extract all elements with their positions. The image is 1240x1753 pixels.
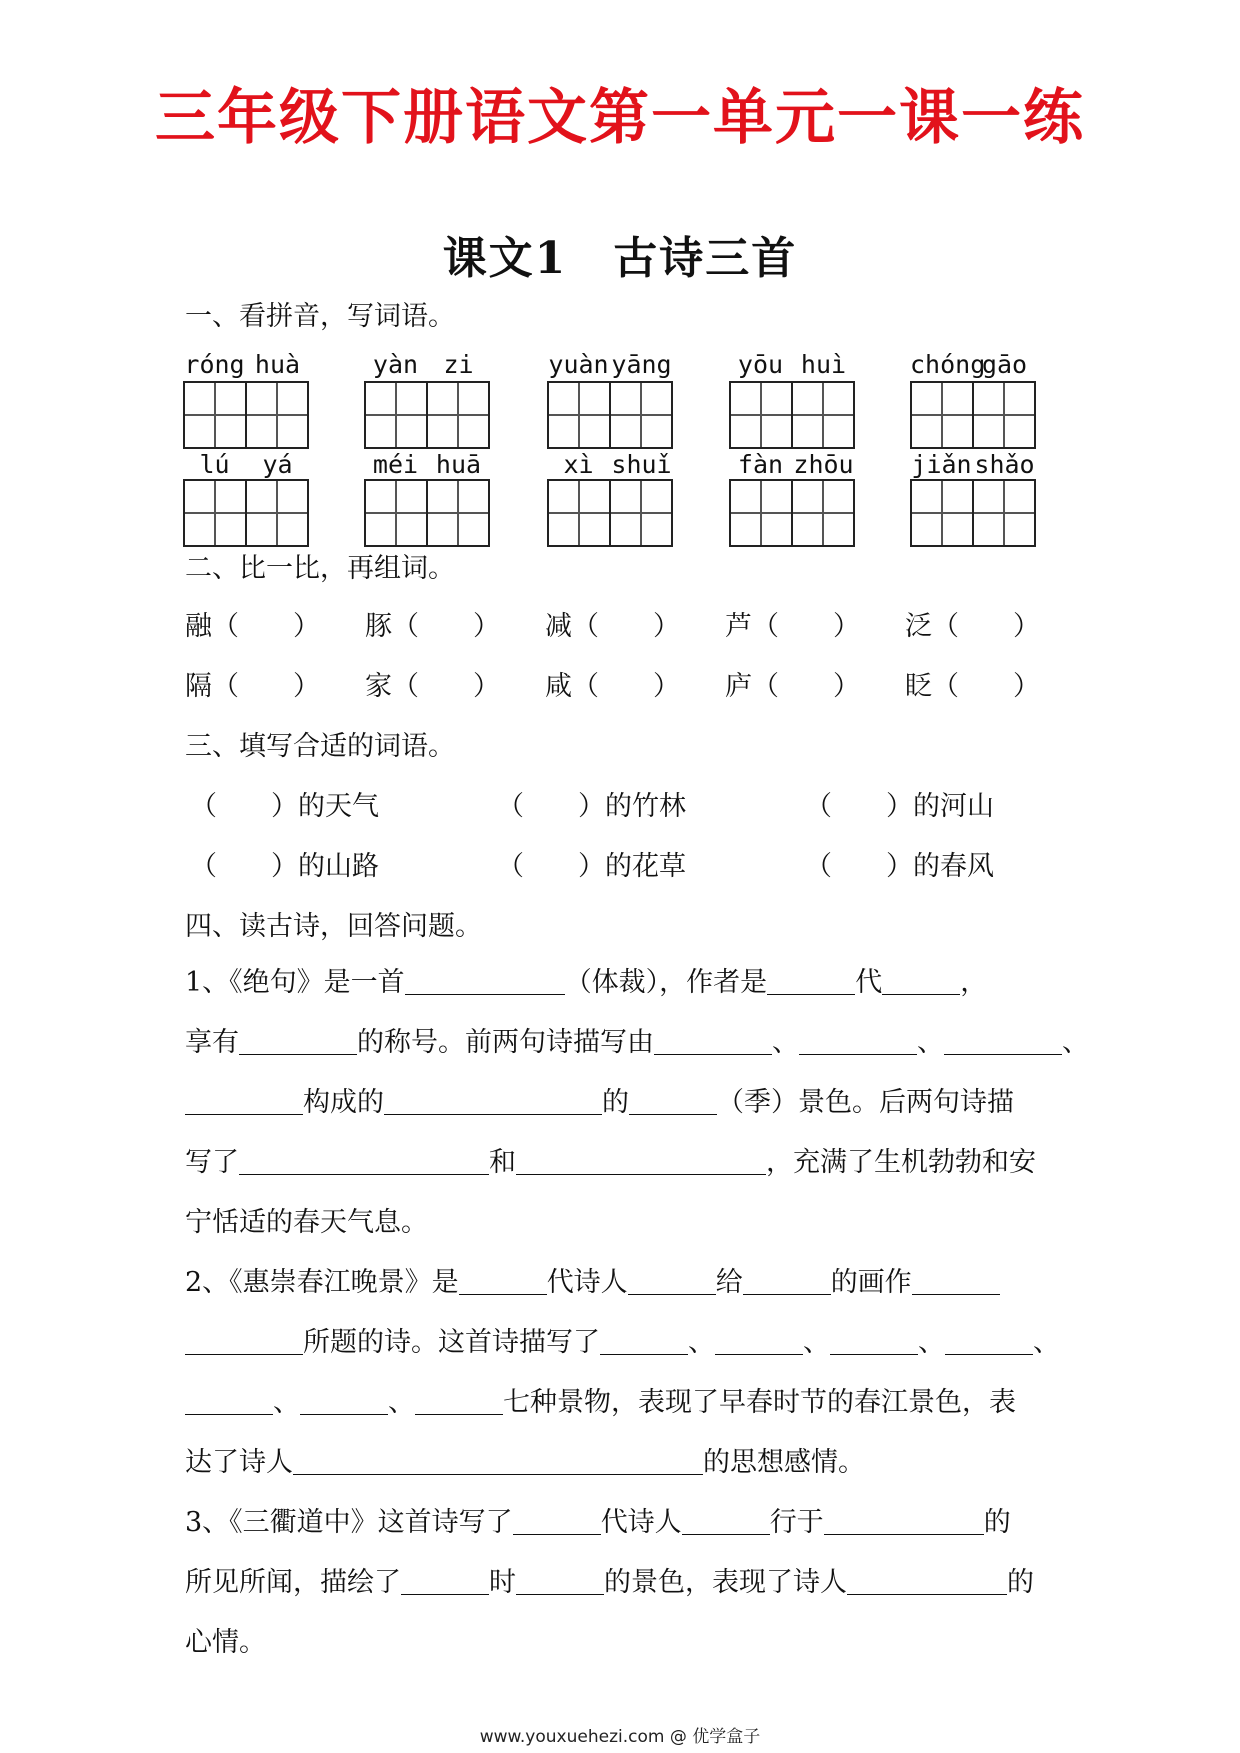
- q3-text: 行于: [769, 1507, 824, 1538]
- answer-blank[interactable]: [767, 968, 855, 995]
- grid-cell[interactable]: [549, 383, 609, 447]
- q1-line1: [185, 966, 1065, 1000]
- writing-grid[interactable]: [183, 479, 309, 547]
- answer-blank[interactable]: [239, 1148, 489, 1175]
- answer-blank[interactable]: [185, 1388, 273, 1415]
- answer-blank[interactable]: [629, 1088, 717, 1115]
- q3-text: 的: [983, 1507, 1011, 1538]
- grid-cell[interactable]: [972, 481, 1034, 545]
- q2-text: 所题的诗。这首诗描写了: [303, 1327, 600, 1358]
- answer-blank[interactable]: [384, 1088, 602, 1115]
- q2-text: 、: [803, 1327, 830, 1358]
- section4-heading: 四、读古诗，回答问题。: [185, 911, 482, 942]
- q2-text: 、: [918, 1327, 945, 1358]
- writing-grid[interactable]: [547, 479, 673, 547]
- q2-text: 的思想感情。: [703, 1447, 865, 1478]
- fill-word-item[interactable]: （ ）的天气: [190, 791, 379, 822]
- q1-text: （体裁），作者是: [564, 967, 768, 998]
- answer-blank[interactable]: [185, 1088, 303, 1115]
- compare-item[interactable]: 咸（ ）: [545, 671, 680, 702]
- compare-item[interactable]: 豚（ ）: [365, 611, 500, 642]
- compare-item[interactable]: 芦（ ）: [725, 611, 860, 642]
- compare-item[interactable]: 隔（ ）: [185, 671, 320, 702]
- grid-cell[interactable]: [366, 481, 426, 545]
- compare-item[interactable]: 泛（ ）: [905, 611, 1040, 642]
- pinyin-syllable: zhōu: [793, 450, 854, 479]
- q1-text: ，充满了生机勃勃和安: [766, 1147, 1036, 1178]
- q1-text: （季）景色。后两句诗描: [717, 1087, 1014, 1118]
- compare-item[interactable]: 融（ ）: [185, 611, 320, 642]
- grid-cell[interactable]: [245, 481, 307, 545]
- q2-text: 2、《惠崇春江晚景》是: [185, 1267, 459, 1298]
- writing-grid[interactable]: [729, 479, 855, 547]
- grid-cell[interactable]: [549, 481, 609, 545]
- grid-cell[interactable]: [972, 383, 1034, 447]
- q2-line1: [185, 1266, 1065, 1300]
- grid-cell[interactable]: [185, 383, 245, 447]
- q2-text: 代诗人: [546, 1267, 628, 1298]
- answer-blank[interactable]: [401, 1568, 489, 1595]
- q1-line4: [185, 1146, 1065, 1180]
- answer-blank[interactable]: [824, 1508, 984, 1535]
- q1-line2: [185, 1026, 1089, 1060]
- q2-text: 、: [1033, 1327, 1060, 1358]
- compare-item[interactable]: 眨（ ）: [905, 671, 1040, 702]
- q2-text: 的画作: [830, 1267, 912, 1298]
- pinyin-syllable: shuǐ: [611, 450, 672, 479]
- q1-line3: [185, 1086, 1065, 1120]
- answer-blank[interactable]: [405, 968, 565, 995]
- fill-word-item[interactable]: （ ）的花草: [497, 851, 686, 882]
- answer-blank[interactable]: [300, 1388, 388, 1415]
- pinyin-syllable: yōu: [737, 350, 784, 379]
- answer-blank[interactable]: [715, 1328, 803, 1355]
- q3-text: 心情。: [185, 1627, 266, 1658]
- q1-text: 和: [489, 1147, 516, 1178]
- answer-blank[interactable]: [628, 1268, 716, 1295]
- q2-text: 、: [388, 1387, 415, 1418]
- pinyin-syllable: méi: [372, 450, 419, 479]
- answer-blank[interactable]: [654, 1028, 772, 1055]
- q1-line5: [185, 1206, 1065, 1240]
- answer-blank[interactable]: [415, 1388, 503, 1415]
- writing-grid[interactable]: [910, 479, 1036, 547]
- answer-blank[interactable]: [516, 1568, 604, 1595]
- q1-text: 构成的: [303, 1087, 384, 1118]
- pinyin-syllable: xì: [563, 450, 594, 479]
- answer-blank[interactable]: [600, 1328, 688, 1355]
- pinyin-syllable: huā: [435, 450, 482, 479]
- q3-text: 时: [489, 1567, 516, 1598]
- q2-text: 、: [273, 1387, 300, 1418]
- pinyin-syllable: gāo: [981, 350, 1028, 379]
- q3-text: 的: [1007, 1567, 1034, 1598]
- q3-text: 所见所闻，描绘了: [185, 1567, 401, 1598]
- answer-blank[interactable]: [912, 1268, 1000, 1295]
- q1-text: 的: [602, 1087, 629, 1118]
- pinyin-syllable: yá: [262, 450, 293, 479]
- grid-cell[interactable]: [731, 383, 791, 447]
- compare-item[interactable]: 家（ ）: [365, 671, 500, 702]
- grid-cell[interactable]: [791, 383, 853, 447]
- writing-grid[interactable]: [729, 381, 855, 449]
- pinyin-syllable: lú: [199, 450, 230, 479]
- answer-blank[interactable]: [944, 1028, 1062, 1055]
- q2-line4: [185, 1446, 1065, 1480]
- q1-text: 写了: [185, 1147, 239, 1178]
- q1-text: 享有: [185, 1027, 239, 1058]
- q1-text: 、: [772, 1027, 799, 1058]
- grid-cell[interactable]: [609, 383, 671, 447]
- grid-cell[interactable]: [366, 383, 426, 447]
- q2-line3: [185, 1386, 1065, 1420]
- grid-cell[interactable]: [609, 481, 671, 545]
- writing-grid[interactable]: [910, 381, 1036, 449]
- pinyin-syllable: zi: [443, 350, 474, 379]
- q2-line2: [185, 1326, 1065, 1360]
- pinyin-syllable: yàn: [372, 350, 419, 379]
- grid-cell[interactable]: [245, 383, 307, 447]
- writing-grid[interactable]: [547, 381, 673, 449]
- compare-item[interactable]: 庐（ ）: [725, 671, 860, 702]
- answer-blank[interactable]: [830, 1328, 918, 1355]
- answer-blank[interactable]: [516, 1148, 766, 1175]
- grid-cell[interactable]: [185, 481, 245, 545]
- answer-blank[interactable]: [239, 1028, 357, 1055]
- grid-cell[interactable]: [426, 481, 488, 545]
- section3-heading: 三、填写合适的词语。: [185, 731, 455, 762]
- fill-word-item[interactable]: （ ）的河山: [805, 791, 994, 822]
- grid-cell[interactable]: [731, 481, 791, 545]
- q1-text: 的称号。前两句诗描写由: [357, 1027, 654, 1058]
- grid-cell[interactable]: [912, 383, 972, 447]
- footer-watermark: www.youxuehezi.com @ 优学盒子: [479, 1727, 761, 1747]
- q3-line2: [185, 1566, 1065, 1600]
- section1-heading: 一、看拼音，写词语。: [185, 301, 455, 332]
- answer-blank[interactable]: [513, 1508, 601, 1535]
- q1-text: 宁恬适的春天气息。: [185, 1207, 428, 1238]
- q3-text: 的景色，表现了诗人: [604, 1567, 847, 1598]
- pinyin-syllable: jiǎn: [911, 450, 972, 479]
- fill-word-item[interactable]: （ ）的竹林: [497, 791, 686, 822]
- q2-text: 、: [688, 1327, 715, 1358]
- answer-blank[interactable]: [945, 1328, 1033, 1355]
- fill-word-item[interactable]: （ ）的春风: [805, 851, 994, 882]
- pinyin-syllable: huì: [800, 350, 847, 379]
- q1-text: 、: [1062, 1027, 1089, 1058]
- q1-text: 、: [917, 1027, 944, 1058]
- pinyin-syllable: huà: [254, 350, 301, 379]
- pinyin-syllable: fàn: [737, 450, 784, 479]
- pinyin-syllable: chóng: [910, 350, 986, 379]
- answer-blank[interactable]: [743, 1268, 831, 1295]
- compare-item[interactable]: 减（ ）: [545, 611, 680, 642]
- writing-grid[interactable]: [364, 479, 490, 547]
- lesson-title: 课文1 古诗三首: [442, 233, 798, 284]
- answer-blank[interactable]: [799, 1028, 917, 1055]
- q1-text: 1、《绝句》是一首: [185, 967, 405, 998]
- q3-line1: [185, 1506, 1065, 1540]
- grid-cell[interactable]: [791, 481, 853, 545]
- pinyin-syllable: yāng: [611, 350, 672, 379]
- pinyin-syllable: shǎo: [974, 450, 1035, 479]
- grid-cell[interactable]: [426, 383, 488, 447]
- writing-grid[interactable]: [364, 381, 490, 449]
- pinyin-syllable: yuàn: [548, 350, 609, 379]
- q3-text: 3、《三衢道中》这首诗写了: [185, 1507, 513, 1538]
- q2-text: 给: [715, 1267, 743, 1298]
- answer-blank[interactable]: [682, 1508, 770, 1535]
- grid-cell[interactable]: [912, 481, 972, 545]
- q3-text: 代诗人: [600, 1507, 682, 1538]
- q2-text: 七种景物，表现了早春时节的春江景色，表: [503, 1387, 1016, 1418]
- pinyin-syllable: róng: [184, 350, 245, 379]
- worksheet-title: 三年级下册语文第一单元一课一练: [155, 83, 1085, 153]
- fill-word-item[interactable]: （ ）的山路: [190, 851, 379, 882]
- q1-text: 代: [855, 967, 883, 998]
- q3-line3: [185, 1626, 1065, 1660]
- answer-blank[interactable]: [185, 1328, 303, 1355]
- q2-text: 达了诗人: [185, 1447, 293, 1478]
- answer-blank[interactable]: [293, 1448, 703, 1475]
- writing-grid[interactable]: [183, 381, 309, 449]
- q1-text: ，: [960, 967, 988, 998]
- answer-blank[interactable]: [847, 1568, 1007, 1595]
- section2-heading: 二、比一比，再组词。: [185, 553, 455, 584]
- answer-blank[interactable]: [459, 1268, 547, 1295]
- answer-blank[interactable]: [882, 968, 960, 995]
